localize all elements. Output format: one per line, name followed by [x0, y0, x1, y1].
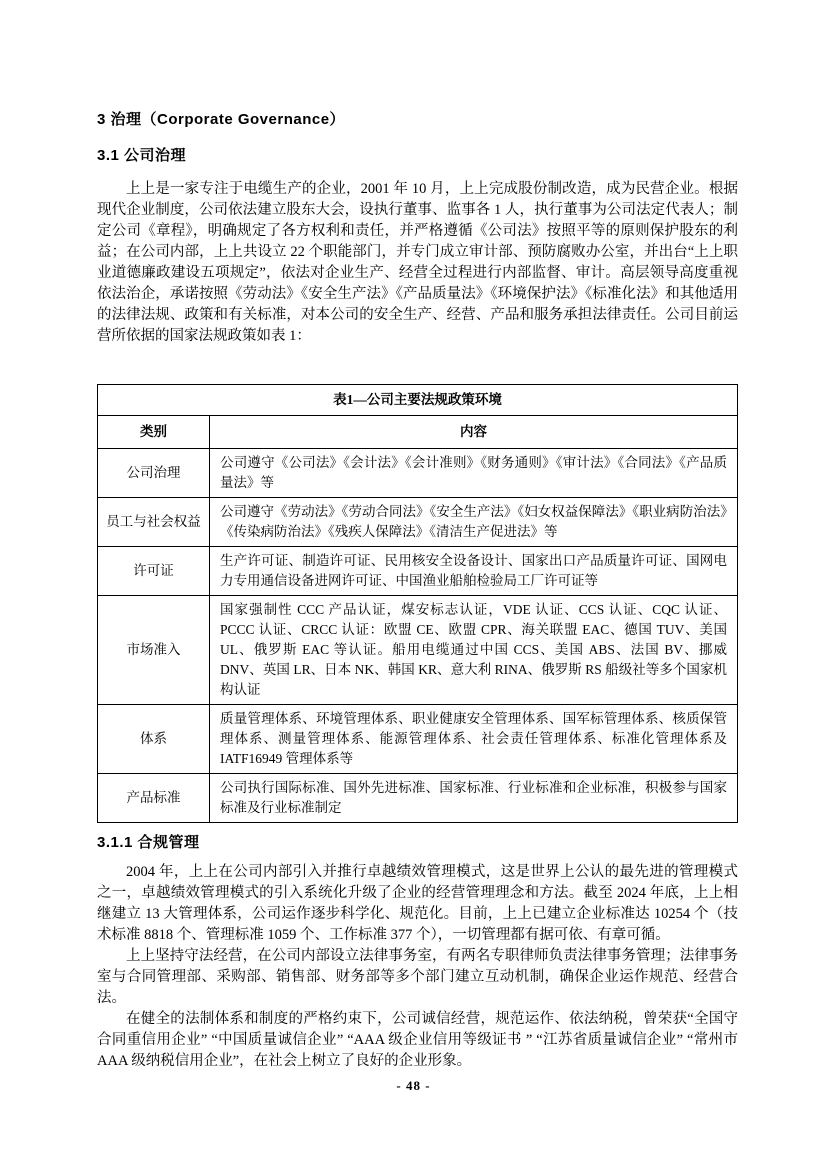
category-cell: 员工与社会权益	[98, 498, 210, 547]
regulation-policy-table	[97, 384, 738, 823]
content-cell: 公司遵守《劳动法》《劳动合同法》《安全生产法》《妇女权益保障法》《职业病防治法》《传染病防治法》《残疾人保障法》《清洁生产促进法》等	[210, 498, 738, 547]
table-title-row	[98, 385, 738, 416]
category-cell: 体系	[98, 705, 210, 774]
table-header-category: 类别	[98, 416, 210, 449]
paragraph-company-intro: 上上是一家专注于电缆生产的企业，2001 年 10 月，上上完成股份制改造，成为民营企业。根据现代企业制度，公司依法建立股东大会，设执行董事、监事各 1 人，执行董事为公司法定代表人；制定公司《章程》，明确规定了各方权利和责任，并严格遵循《公司法》按照平等的原则保护股东的利益；在公司内部，上上共设立 22 个职能部门，并专门成立审计部、预防腐败办公室，并出台“上上职业道德廉政建设五项规定”，依法对企业生产、经营全过程进行内部监督、审计。高层领导高度重视依法治企，承诺按照《劳动法》《安全生产法》《产品质量法》《环境保护法》《标准化法》和其他适用的法律法规、政策和有关标准，对本公司的安全生产、经营、产品和服务承担法律责任。公司目前运营所依据的国家法规政策如表 1：	[97, 181, 738, 344]
table-header-content: 内容	[210, 416, 738, 449]
section-heading-corporate-governance: 3.1 公司治理	[97, 147, 187, 164]
table-row-corporate-governance	[98, 449, 738, 498]
table-row-market-access	[98, 596, 738, 705]
content-cell: 生产许可证、制造许可证、民用核安全设备设计、国家出口产品质量许可证、国网电力专用通信设备进网许可证、中国渔业船舶检验局工厂许可证等	[210, 547, 738, 596]
content-cell: 国家强制性 CCC 产品认证，煤安标志认证，VDE 认证、CCS 认证、CQC 认证、PCCC 认证、CRCC 认证：欧盟 CE、欧盟 CPR、海关联盟 EAC、德国 TUV、美国 UL、俄罗斯 EAC 等认证。船用电缆通过中国 CCS、美国 ABS、法国 BV、挪威 DNV、英国 LR、日本 NK、韩国 KR、意大利 RINA、俄罗斯 RS 船级社等多个国家机构认证	[210, 596, 738, 705]
category-cell: 市场准入	[98, 596, 210, 705]
content-cell: 公司执行国际标准、国外先进标准、国家标准、行业标准和企业标准，积极参与国家标准及行业标准制定	[210, 774, 738, 823]
table-row-systems	[98, 705, 738, 774]
paragraph-integrity-honors: 在健全的法制体系和制度的严格约束下，公司诚信经营，规范运作、依法纳税，曾荣获“全国守合同重信用企业” “中国质量诚信企业” “AAA 级企业信用等级证书 ” “江苏省质量诚信企业” “常州市 AAA 级纳税信用企业”，在社会上树立了良好的企业形象。	[97, 1011, 738, 1069]
paragraph-compliance-performance: 2004 年，上上在公司内部引入并推行卓越绩效管理模式，这是世界上公认的最先进的管理模式之一，卓越绩效管理模式的引入系统化升级了企业的经营管理理念和方法。截至 2024 年底，上上相继建立 13 大管理体系，公司运作逐步科学化、规范化。目前，上上已建立企业标准达 10254 个（技术标准 8818 个、管理标准 1059 个、工作标准 377 个），一切管理都有据可依、有章可循。	[97, 864, 738, 943]
content-cell: 公司遵守《公司法》《会计法》《会计准则》《财务通则》《审计法》《合同法》《产品质量法》等	[210, 449, 738, 498]
section-heading-governance: 3 治理（Corporate Governance）	[97, 111, 346, 128]
section-heading-compliance: 3.1.1 合规管理	[97, 834, 200, 851]
category-cell: 产品标准	[98, 774, 210, 823]
page-content	[97, 110, 738, 1072]
table-row-licenses	[98, 547, 738, 596]
category-cell: 许可证	[98, 547, 210, 596]
category-cell: 公司治理	[98, 449, 210, 498]
table-row-employee-rights	[98, 498, 738, 547]
table-row-product-standards	[98, 774, 738, 823]
content-cell: 质量管理体系、环境管理体系、职业健康安全管理体系、国军标管理体系、核质保管理体系、测量管理体系、能源管理体系、社会责任管理体系、标准化管理体系及 IATF16949 管理体系等	[210, 705, 738, 774]
table-header-row	[98, 416, 738, 449]
table-title: 表1—公司主要法规政策环境	[98, 385, 738, 416]
paragraph-legal-affairs: 上上坚持守法经营，在公司内部设立法律事务室，有两名专职律师负责法律事务管理；法律事务室与合同管理部、采购部、销售部、财务部等多个部门建立互动机制，确保企业运作规范、经营合法。	[97, 948, 738, 1006]
page-number: - 48 -	[396, 1078, 431, 1093]
